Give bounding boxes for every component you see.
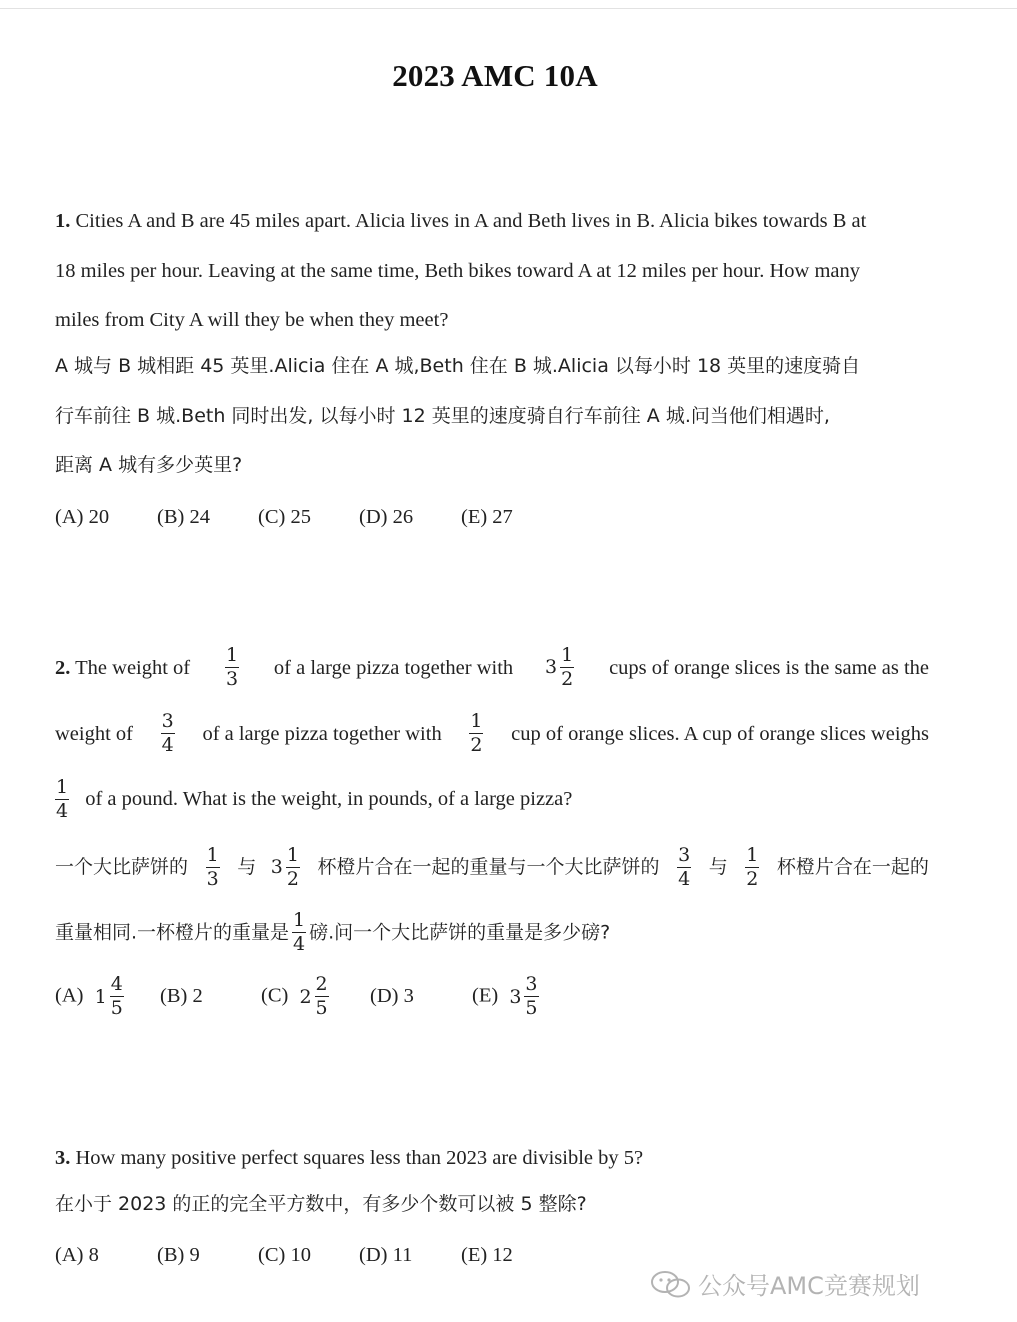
- text: The weight of: [75, 656, 191, 679]
- numerator: 4: [110, 975, 124, 997]
- choice-b[interactable]: (B) 24: [157, 506, 210, 528]
- problem-3-cn-line: 在小于 2023 的正的完全平方数中，有多少个数可以被 5 整除?: [55, 1193, 587, 1215]
- numerator: 1: [292, 911, 306, 933]
- fraction-three-quarters: [161, 712, 175, 756]
- text: 一个大比萨饼的: [55, 856, 189, 879]
- problem-1-en-line-1: [55, 211, 929, 232]
- denominator: 4: [161, 734, 174, 757]
- wechat-icon: [650, 1269, 692, 1299]
- denominator: 2: [746, 868, 759, 891]
- problem-1-cn-line-1: A 城与 B 城相距 45 英里.Alicia 住在 A 城,Beth 住在 B 城.Alicia 以每小时 18 英里的速度骑自: [55, 355, 861, 377]
- numerator: 2: [315, 975, 329, 997]
- text: weight of: [55, 722, 133, 745]
- denominator: 2: [470, 734, 483, 757]
- problem-2-cn-line-1: [55, 846, 929, 890]
- denominator: 5: [525, 997, 538, 1020]
- numerator: 1: [55, 778, 69, 800]
- choice-e[interactable]: (E) 12: [461, 1244, 513, 1266]
- text: 杯橙片合在一起的: [776, 856, 929, 879]
- fraction-three-and-half: [271, 846, 303, 890]
- problem-1-en-line-3: miles from City A will they be when they meet?: [55, 309, 449, 331]
- text: of a pound. What is the weight, in pounds, of a large pizza?: [85, 787, 573, 810]
- text: cups of orange slices is the same as the: [609, 656, 929, 679]
- denominator: 4: [678, 868, 691, 891]
- problem-1-number: 1.: [55, 210, 71, 232]
- problem-3-text: How many positive perfect squares less than 2023 are divisible by 5?: [75, 1147, 644, 1169]
- choice-label: (A): [55, 984, 84, 1007]
- numerator: 1: [206, 846, 220, 868]
- choice-e[interactable]: (E) 27: [461, 506, 513, 528]
- text: 杯橙片合在一起的重量与一个大比萨饼的: [317, 856, 660, 879]
- watermark: [650, 1266, 920, 1301]
- choice-c[interactable]: (C) 10: [258, 1244, 311, 1266]
- watermark-text: 公众号AMC竞赛规划: [698, 1272, 920, 1300]
- problem-1-text: Cities A and B are 45 miles apart. Alicia lives in A and Beth lives in B. Alicia bikes towards B at: [75, 210, 867, 232]
- choice-a[interactable]: (A) 20: [55, 506, 110, 528]
- denominator: 4: [293, 933, 306, 956]
- text: cup of orange slices. A cup of orange slices weighs: [511, 722, 929, 745]
- top-divider: [0, 8, 1017, 9]
- problem-3-number: 3.: [55, 1147, 71, 1169]
- text: 与: [708, 856, 728, 879]
- fraction-three-and-half: [545, 646, 577, 690]
- choice-b[interactable]: (B) 9: [157, 1244, 200, 1266]
- choice-c[interactable]: [261, 975, 332, 1019]
- fraction-one-quarter: [292, 911, 306, 955]
- text: 与: [237, 856, 257, 879]
- numerator: 3: [161, 712, 175, 734]
- fraction-one-half: [469, 712, 483, 756]
- whole: 1: [94, 985, 107, 1008]
- text: of a large pizza together with: [273, 656, 514, 679]
- problem-2-number: 2.: [55, 656, 71, 679]
- choice-d[interactable]: (D) 3: [370, 985, 414, 1007]
- fraction-one-third: [225, 646, 239, 690]
- problem-2-en-line-1: [55, 646, 929, 690]
- denominator: 2: [561, 668, 574, 691]
- whole: 3: [545, 656, 558, 679]
- choice-d[interactable]: (D) 11: [359, 1244, 413, 1266]
- numerator: 1: [560, 646, 574, 668]
- text: of a large pizza together with: [202, 722, 442, 745]
- denominator: 4: [56, 800, 69, 823]
- denominator: 5: [315, 997, 328, 1020]
- whole: 2: [299, 985, 312, 1008]
- problem-2-cn-line-2: [55, 911, 610, 955]
- problem-2-en-line-2: [55, 712, 929, 756]
- whole: 3: [270, 856, 283, 879]
- fraction-one-half: [745, 846, 759, 890]
- numerator: 1: [469, 712, 483, 734]
- denominator: 5: [110, 997, 123, 1020]
- choice-d[interactable]: (D) 26: [359, 506, 414, 528]
- choice-b[interactable]: (B) 2: [160, 985, 203, 1007]
- text: 磅.问一个大比萨饼的重量是多少磅?: [309, 921, 611, 944]
- numerator: 3: [524, 975, 538, 997]
- denominator: 3: [206, 868, 219, 891]
- denominator: 2: [286, 868, 299, 891]
- choice-a[interactable]: (A) 8: [55, 1244, 99, 1266]
- text: 重量相同.一杯橙片的重量是: [55, 921, 290, 944]
- numerator: 3: [677, 846, 691, 868]
- fraction-one-third: [206, 846, 220, 890]
- choice-c[interactable]: (C) 25: [258, 506, 311, 528]
- problem-1-cn-line-2: 行车前往 B 城.Beth 同时出发, 以每小时 12 英里的速度骑自行车前往 A 城.问当他们相遇时,: [55, 405, 830, 427]
- numerator: 1: [225, 646, 239, 668]
- problem-3-en-line: [55, 1148, 643, 1169]
- choice-label: (C): [261, 984, 289, 1007]
- choice-e[interactable]: [472, 975, 542, 1019]
- fraction-one-quarter: [55, 778, 69, 822]
- denominator: 3: [225, 668, 239, 691]
- problem-1-en-line-2: 18 miles per hour. Leaving at the same time, Beth bikes toward A at 12 miles per hour. How many: [55, 260, 861, 282]
- fraction-three-quarters: [677, 846, 691, 890]
- numerator: 1: [745, 846, 759, 868]
- problem-1-cn-line-3: 距离 A 城有多少英里?: [55, 454, 243, 476]
- page-title: 2023 AMC 10A: [392, 58, 598, 93]
- choice-a[interactable]: [55, 975, 127, 1019]
- choice-label: (E): [472, 984, 499, 1007]
- numerator: 1: [286, 846, 300, 868]
- problem-2-en-line-3: [55, 778, 572, 822]
- whole: 3: [509, 985, 522, 1008]
